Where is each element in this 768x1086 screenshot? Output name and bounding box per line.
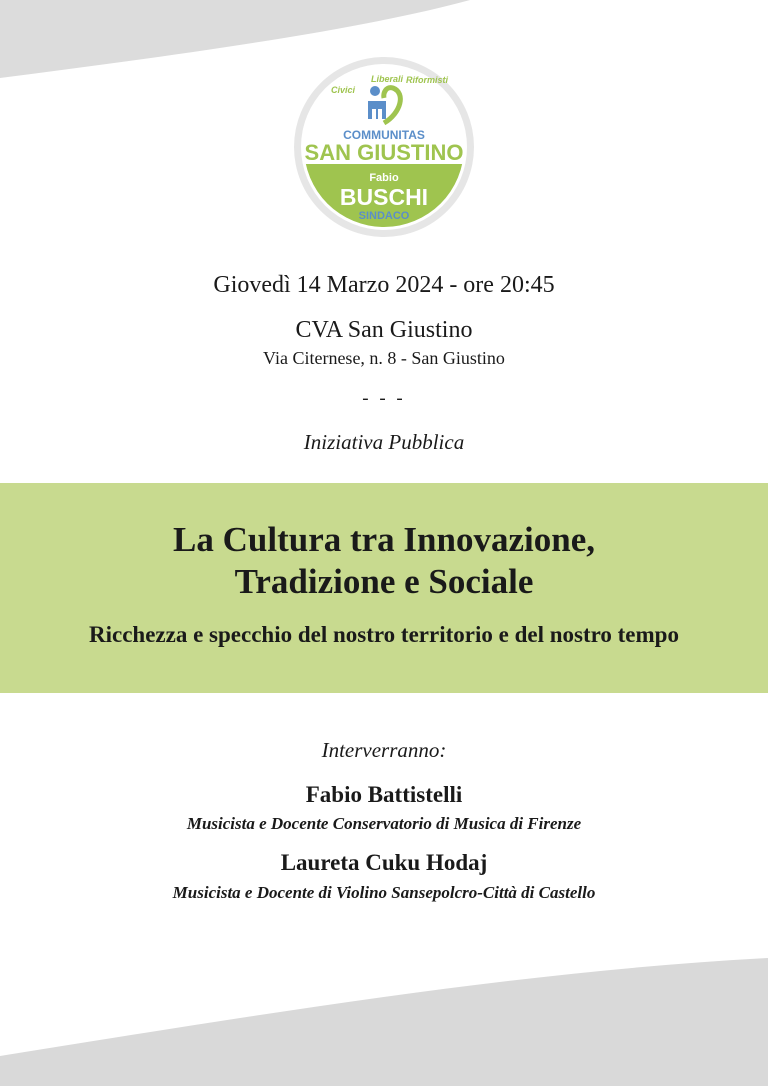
event-address: Via Citernese, n. 8 - San Giustino: [263, 348, 505, 368]
logo-tagline-3: Riformisti: [406, 75, 449, 85]
event-subtitle: Ricchezza e specchio del nostro territorio e del nostro tempo: [89, 622, 679, 647]
logo-candidate-last: BUSCHI: [339, 184, 429, 210]
speaker-1-role: Musicista e Docente Conservatorio di Musica di Firenze: [186, 814, 582, 833]
speaker-2-name: Laureta Cuku Hodaj: [280, 850, 488, 875]
speakers-label: Interverranno:: [321, 738, 447, 762]
title-line-2: Tradizione e Sociale: [234, 562, 534, 601]
communitas-logo: [291, 53, 477, 243]
logo-candidate-first: Fabio: [369, 172, 399, 184]
logo-role: SINDACO: [358, 210, 410, 222]
title-line-1: La Cultura tra Innovazione,: [173, 520, 595, 559]
logo-tagline-1: Civici: [331, 85, 356, 95]
event-datetime: Giovedì 14 Marzo 2024 - ore 20:45: [213, 272, 555, 298]
event-type: Iniziativa Pubblica: [303, 430, 465, 454]
bottom-wave-decoration: [0, 936, 768, 1086]
title-banner: [0, 483, 768, 693]
speaker-2-role: Musicista e Docente di Violino Sansepolcro-Città di Castello: [172, 883, 596, 902]
event-venue: CVA San Giustino: [295, 317, 473, 343]
separator: - - -: [362, 388, 406, 409]
logo-org-line2: SAN GIUSTINO: [304, 140, 464, 165]
speaker-1-name: Fabio Battistelli: [305, 782, 463, 807]
logo-org-line1: COMMUNITAS: [343, 128, 425, 142]
event-title: [0, 519, 768, 603]
logo-tagline-2: Liberali: [371, 74, 404, 84]
